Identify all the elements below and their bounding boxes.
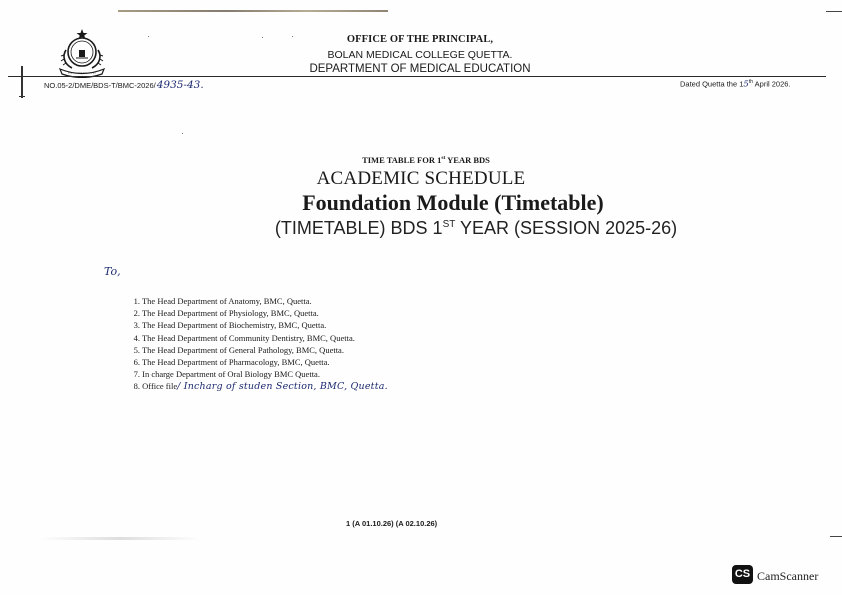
camscanner-watermark: CamScanner	[757, 569, 819, 583]
date-rest: April 2026.	[752, 79, 791, 89]
list-item-text: The Head Department of Pharmacology, BMC, Quetta.	[141, 357, 330, 368]
list-item-number: 7.	[133, 369, 140, 380]
scan-speck	[262, 37, 263, 38]
scan-speck	[292, 36, 293, 37]
list-item	[118, 307, 388, 319]
list-item-text: In charge Department of Oral Biology BMC Quetta.	[142, 369, 320, 380]
list-item-text: The Head Department of General Pathology, BMC, Quetta.	[141, 344, 344, 355]
list-item	[118, 344, 388, 356]
session-title-sup: ST	[442, 219, 456, 230]
document-date	[680, 79, 791, 90]
scan-speck	[182, 133, 183, 134]
page-number: 1 (A 01.10.26) (A 02.10.26)	[346, 519, 438, 528]
scan-artifact-bottom-smudge	[40, 537, 200, 540]
list-item-number: 5.	[133, 344, 140, 355]
session-title-prefix: (TIMETABLE) BDS 1	[274, 218, 443, 238]
list-item-text: The Head Department of Anatomy, BMC, Quetta.	[141, 296, 312, 306]
module-title: Foundation Module (Timetable)	[302, 190, 604, 215]
scan-speck	[148, 36, 149, 37]
timetable-heading-text: TIME TABLE FOR 1	[362, 155, 442, 165]
department-name: DEPARTMENT OF MEDICAL EDUCATION	[309, 63, 531, 75]
list-item-text: Office file	[142, 381, 178, 392]
list-item-number: 2.	[133, 308, 140, 319]
list-item-number: 1.	[133, 296, 140, 306]
reference-number-handwritten: 4935-43.	[156, 79, 204, 91]
header-divider	[8, 76, 826, 77]
camscanner-logo-icon: CS	[732, 565, 753, 584]
reference-number	[44, 79, 204, 91]
list-item-number: 6.	[133, 357, 140, 368]
list-item	[118, 319, 388, 331]
scan-artifact-left-bracket	[21, 66, 23, 98]
scan-artifact-left-bracket-foot	[19, 96, 25, 97]
list-item-number: 3.	[133, 320, 140, 331]
scan-artifact-top-right	[826, 11, 842, 12]
date-prefix: Dated Quetta the 1	[680, 79, 744, 89]
session-title	[250, 218, 702, 239]
list-item-number: 8.	[133, 381, 140, 392]
list-item	[118, 295, 388, 307]
recipient-list	[118, 295, 388, 394]
list-item	[118, 368, 388, 380]
session-title-rest: YEAR (SESSION 2025-26)	[455, 218, 678, 238]
list-item-number: 4.	[133, 332, 140, 343]
reference-number-printed: NO.05-2/DME/BDS-T/BMC-2026/	[44, 81, 156, 90]
list-item	[118, 332, 388, 344]
list-item	[118, 356, 388, 368]
timetable-heading	[320, 155, 532, 165]
academic-schedule-title: ACADEMIC SCHEDULE	[316, 168, 526, 189]
college-crest-logo	[54, 28, 110, 78]
office-title: OFFICE OF THE PRINCIPAL,	[346, 34, 494, 45]
date-day-handwritten: 5	[743, 79, 749, 90]
addressee-label: To,	[104, 265, 121, 278]
scan-artifact-top-streak	[118, 10, 388, 12]
list-item-text: The Head Department of Physiology, BMC, Quetta.	[141, 308, 319, 319]
scan-artifact-bottom-right	[830, 536, 842, 537]
date-suffix: th	[748, 79, 753, 85]
list-item-text: The Head Department of Community Dentistry, BMC, Quetta.	[141, 332, 355, 343]
list-item-handwritten: / Incharg of studen Section, BMC, Quetta.	[177, 381, 388, 393]
timetable-heading-rest: YEAR BDS	[445, 155, 490, 165]
list-item	[118, 380, 388, 393]
timetable-heading-sup: st	[441, 155, 446, 162]
list-item-text: The Head Department of Biochemistry, BMC, Quetta.	[141, 320, 327, 331]
college-name: BOLAN MEDICAL COLLEGE QUETTA.	[327, 49, 513, 61]
